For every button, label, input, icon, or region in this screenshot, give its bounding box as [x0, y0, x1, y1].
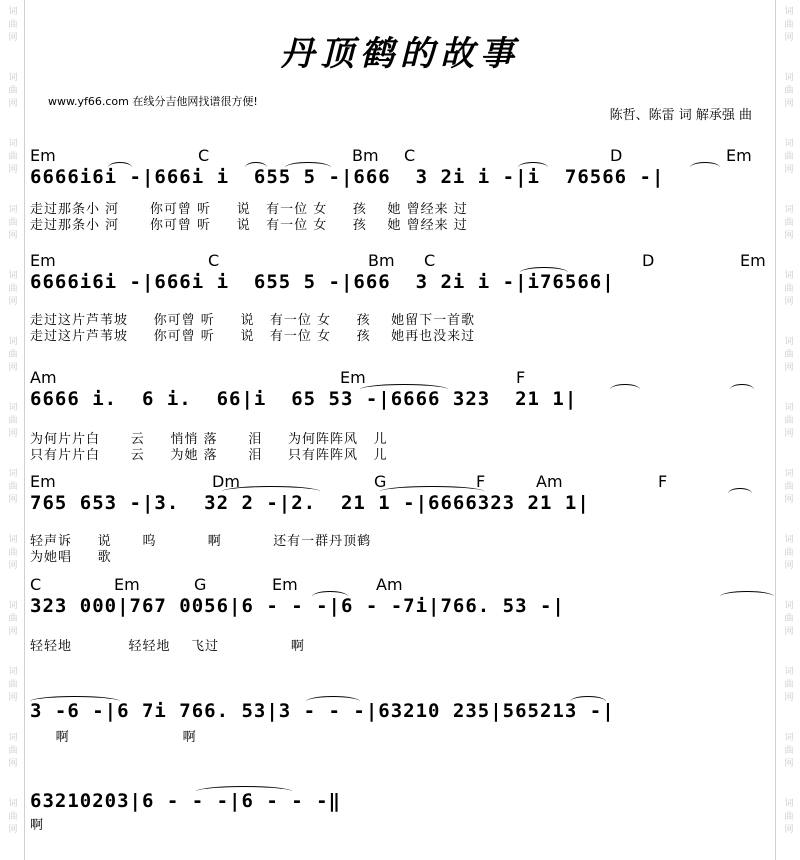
watermark-text: 词曲网 — [6, 666, 17, 705]
slur-mark — [360, 384, 448, 395]
lyric-line-1: 轻轻地 轻轻地 飞过 啊 — [30, 639, 305, 654]
watermark-text: 词曲网 — [782, 138, 793, 177]
chord-row — [0, 575, 800, 595]
score-system-5 — [0, 575, 800, 665]
watermark-text: 词曲网 — [782, 600, 793, 639]
chord-symbol: Bm — [352, 146, 379, 165]
notation-row — [0, 595, 800, 625]
chord-symbol: Am — [536, 472, 563, 491]
score-system-4 — [0, 472, 800, 572]
slur-mark — [196, 786, 292, 797]
slur-mark — [245, 162, 267, 173]
jianpu-notes: 63210203|6 - - -|6 - - -‖ — [30, 790, 341, 812]
slur-mark — [520, 267, 568, 278]
slur-mark — [108, 162, 132, 173]
song-credits: 陈哲、陈雷 词 解承强 曲 — [609, 108, 752, 123]
watermark-text: 词曲网 — [782, 732, 793, 771]
slur-mark — [222, 486, 320, 497]
chord-symbol: Am — [376, 575, 403, 594]
lyric-line-2: 走过这片芦苇坡 你可曾 听 说 有一位 女 孩 她再也没来过 — [30, 329, 476, 344]
jianpu-notes: 6666 i. 6 i. 66|i 65 53 -|6666 323 21 1| — [30, 388, 578, 410]
slur-mark — [518, 162, 548, 173]
watermark-text: 词曲网 — [782, 468, 793, 507]
lyric-line-1: 走过那条小 河 你可曾 听 说 有一位 女 孩 她 曾经来 过 — [30, 202, 468, 217]
chord-symbol: F — [476, 472, 486, 491]
chord-symbol: Em — [30, 146, 56, 165]
chord-symbol: C — [30, 575, 42, 594]
watermark-text: 词曲网 — [6, 402, 17, 441]
chord-symbol: F — [658, 472, 668, 491]
watermark-text: 词曲网 — [6, 270, 17, 309]
score-system-6 — [0, 680, 800, 750]
watermark-text: 词曲网 — [6, 534, 17, 573]
score-system-7 — [0, 770, 800, 840]
chord-symbol: F — [516, 368, 526, 387]
slur-mark — [728, 488, 752, 499]
chord-symbol: Em — [740, 251, 766, 270]
jianpu-notes: 6666i6i -|666i i 655 5 -|666 3 2i i -|i76566| — [30, 271, 615, 293]
chord-row — [0, 251, 800, 271]
chord-symbol: Em — [272, 575, 298, 594]
watermark-text: 词曲网 — [782, 402, 793, 441]
slur-mark — [312, 591, 348, 602]
lyric-line-1: 啊 — [30, 818, 45, 833]
score-system-3 — [0, 368, 800, 468]
watermark-text: 词曲网 — [6, 204, 17, 243]
chord-symbol: C — [208, 251, 220, 270]
chord-symbol: Em — [340, 368, 366, 387]
slur-mark — [730, 384, 754, 395]
song-title: 丹顶鹤的故事 — [280, 34, 520, 74]
slur-mark — [570, 696, 606, 707]
watermark-text: 词曲网 — [6, 138, 17, 177]
watermark-text: 词曲网 — [782, 798, 793, 837]
watermark-text: 词曲网 — [782, 270, 793, 309]
jianpu-notes: 765 653 -|3. 32 2 -|2. 21 1 -|6666323 21 1| — [30, 492, 590, 514]
chord-symbol: D — [610, 146, 623, 165]
notation-row — [0, 166, 800, 196]
notation-row — [0, 388, 800, 418]
jianpu-notes: 6666i6i -|666i i 655 5 -|666 3 2i i -|i 76566 -| — [30, 166, 665, 188]
chord-symbol: Em — [30, 251, 56, 270]
chord-symbol: Am — [30, 368, 57, 387]
jianpu-notes: 323 000|767 0056|6 - - -|6 - -7i|766. 53 -| — [30, 595, 565, 617]
lyric-line-1: 走过这片芦苇坡 你可曾 听 说 有一位 女 孩 她留下一首歌 — [30, 313, 476, 328]
watermark-text: 词曲网 — [782, 204, 793, 243]
watermark-text: 词曲网 — [782, 666, 793, 705]
lyric-line-1: 啊 啊 — [30, 730, 197, 745]
chord-symbol: G — [374, 472, 387, 491]
watermark-text: 词曲网 — [782, 6, 793, 45]
slur-mark — [610, 384, 640, 395]
chord-symbol: D — [642, 251, 655, 270]
watermark-text: 词曲网 — [6, 732, 17, 771]
watermark-text: 词曲网 — [6, 336, 17, 375]
slur-mark — [720, 591, 774, 602]
lyric-line-2: 走过那条小 河 你可曾 听 说 有一位 女 孩 她 曾经来 过 — [30, 218, 468, 233]
notation-row — [0, 492, 800, 522]
slur-mark — [690, 162, 720, 173]
lyric-line-1: 轻声诉 说 呜 啊 还有一群丹顶鹤 — [30, 534, 372, 549]
jianpu-notes: 3 -6 -|6 7i 766. 53|3 - - -|63210 235|565213 -| — [30, 700, 615, 722]
watermark-text: 词曲网 — [6, 468, 17, 507]
lyric-line-2: 只有片片白 云 为她 落 泪 只有阵阵风 儿 — [30, 448, 388, 463]
website-note: www.yf66.com 在线分吉他网找谱很方便! — [48, 95, 258, 108]
watermark-text: 词曲网 — [6, 72, 17, 111]
chord-symbol: Bm — [368, 251, 395, 270]
watermark-text: 词曲网 — [782, 336, 793, 375]
slur-mark — [30, 696, 120, 707]
notation-row — [0, 790, 800, 820]
chord-symbol: C — [424, 251, 436, 270]
lyric-line-2: 为她唱 歌 — [30, 550, 112, 565]
chord-symbol: C — [404, 146, 416, 165]
slur-mark — [306, 696, 360, 707]
chord-symbol: Dm — [212, 472, 240, 491]
slur-mark — [285, 162, 331, 173]
watermark-text: 词曲网 — [782, 72, 793, 111]
watermark-text: 词曲网 — [6, 600, 17, 639]
score-system-2 — [0, 251, 800, 351]
watermark-text: 词曲网 — [6, 798, 17, 837]
slur-mark — [380, 486, 484, 497]
notation-row — [0, 271, 800, 301]
chord-symbol: C — [198, 146, 210, 165]
chord-symbol: Em — [726, 146, 752, 165]
chord-symbol: G — [194, 575, 207, 594]
lyric-line-1: 为何片片白 云 悄悄 落 泪 为何阵阵风 儿 — [30, 432, 388, 447]
watermark-text: 词曲网 — [6, 6, 17, 45]
score-system-1 — [0, 146, 800, 236]
watermark-text: 词曲网 — [782, 534, 793, 573]
chord-symbol: Em — [114, 575, 140, 594]
chord-symbol: Em — [30, 472, 56, 491]
